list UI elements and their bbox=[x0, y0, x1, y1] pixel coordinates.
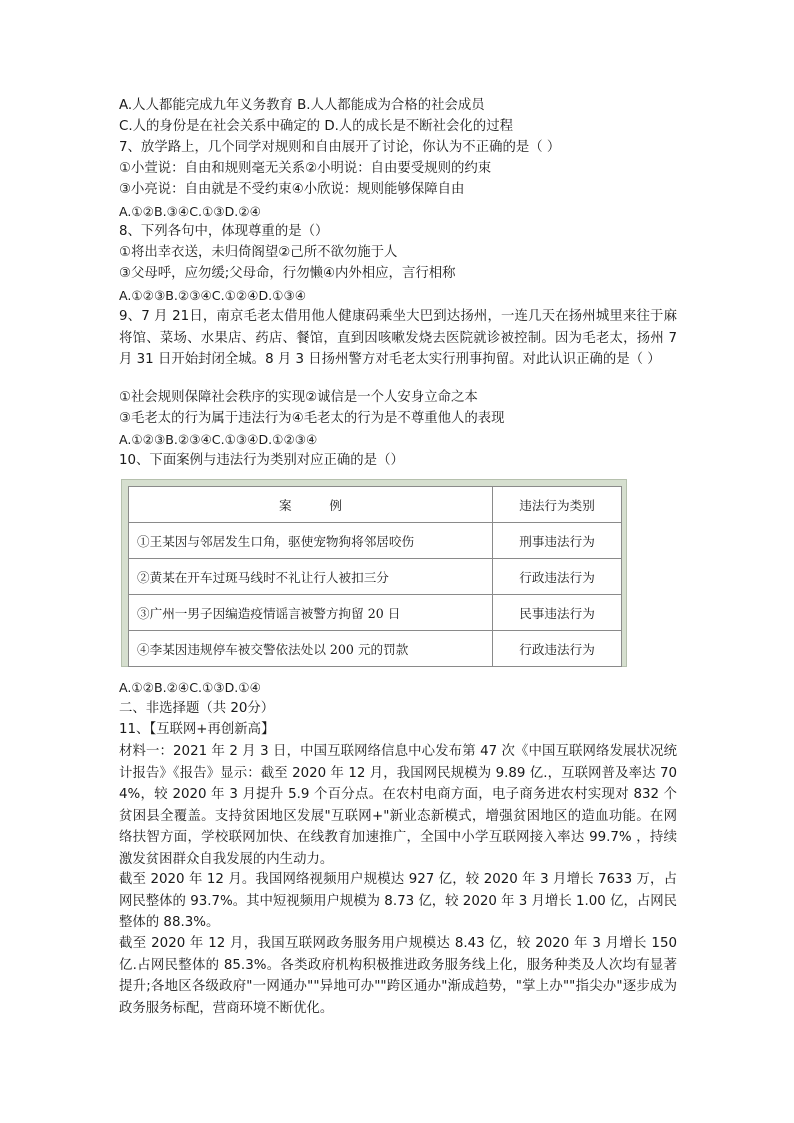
category-cell: 行政违法行为 bbox=[493, 559, 622, 595]
question-11: 11、【互联网+再创新高】 bbox=[119, 722, 275, 737]
question-9: 9、7 月 21日，南京毛老太借用他人健康码乘坐大巴到达扬州，一连几天在扬州城里来往于麻将馆、菜场、水果店、药店、餐馆，直到因咳嗽发烧去医院就诊被控制。因为毛老太，扬州 7 月 31 日开始封闭全城。8 月 3 日扬州警方对毛老太实行刑事拘留。对此认识正确的是（ ） bbox=[119, 309, 677, 367]
header-case: 案 例 bbox=[129, 487, 493, 523]
question-7: 7、放学路上，几个同学对规则和自由展开了讨论，你认为不正确的是（ ） bbox=[119, 140, 561, 155]
question-10: 10、下面案例与违法行为类别对应正确的是（） bbox=[119, 453, 404, 468]
section-2-heading: 二、非选择题（共 20分） bbox=[119, 701, 275, 716]
table-row bbox=[129, 523, 622, 559]
q6-option-ab: A.人人都能完成九年义务教育 B.人人都能成为合格的社会成员 bbox=[119, 98, 485, 113]
q10-options: A.①②B.②④C.①③D.①④ bbox=[119, 680, 261, 695]
material-paragraph-1: 材料一：2021 年 2 月 3 日，中国互联网络信息中心发布第 47 次《中国互联网络发展状况统计报告》《报告》显示：截至 2020 年 12 月，我国网民规模为 9.89 亿.，互联网普及率达 704%，较 2020 年 3 月提升 5.9 个百分点。在农村电商方面，电子商务进农村实现对 832 个贫困县全覆盖。支持贫困地区发展"互联网+"新业态新模式，增强贫困地区的造血功能。在网络扶智方面，学校联网加快、在线教育加速推广，全国中小学互联网接入率达 99.7% ，持续激发贫困群众自我发展的内生动力。 bbox=[119, 744, 677, 867]
q8-options: A.①②③B.②③④C.①②④D.①③④ bbox=[119, 288, 307, 303]
category-cell: 行政违法行为 bbox=[493, 631, 622, 667]
case-cell: ①王某因与邻居发生口角，驱使宠物狗将邻居咬伤 bbox=[129, 523, 493, 559]
material-paragraph-2: 截至 2020 年 12 月。我国网络视频用户规模达 927 亿，较 2020 年 3 月增长 7633 万，占网民整体的 93.7%。其中短视频用户规模为 8.73 亿，较 2020 年 3 月增长 1.00 亿，占网民整体的 88.3%。 bbox=[119, 872, 678, 930]
q9-statements-2: ③毛老太的行为属于违法行为④毛老太的行为是不尊重他人的表现 bbox=[119, 411, 505, 426]
table-header-row bbox=[129, 487, 622, 523]
header-category: 违法行为类别 bbox=[493, 487, 622, 523]
category-cell: 刑事违法行为 bbox=[493, 523, 622, 559]
q9-statements-1: ①社会规则保障社会秩序的实现②诚信是一个人安身立命之本 bbox=[119, 390, 478, 405]
q9-options: A.①②③B.②③④C.①③④D.①②③④ bbox=[119, 432, 318, 447]
q8-statements-1: ①将出幸衣送，未归倚阁望②己所不欲勿施于人 bbox=[119, 245, 398, 260]
material-paragraph-3: 截至 2020 年 12 月，我国互联网政务服务用户规模达 8.43 亿，较 2020 年 3 月增长 150 亿.占网民整体的 85.3%。各类政府机构积极推进政务服务线上化，服务种类及人次均有显著提升;各地区各级政府"一网通办""异地可办""跨区通办"渐成趋势，"掌上办""指尖办"逐步成为政务服务标配，营商环境不断优化。 bbox=[119, 936, 677, 1016]
q7-statements-1: ①小萱说：自由和规则毫无关系②小明说：自由要受规则的约束 bbox=[119, 161, 492, 176]
q8-statements-2: ③父母呼，应勿缓;父母命，行勿懒④内外相应，言行相称 bbox=[119, 266, 456, 281]
table-row bbox=[129, 631, 622, 667]
case-cell: ②黄某在开车过斑马线时不礼让行人被扣三分 bbox=[129, 559, 493, 595]
table-row bbox=[129, 595, 622, 631]
case-table bbox=[128, 486, 622, 667]
table-row bbox=[129, 559, 622, 595]
case-cell: ④李某因违规停车被交警依法处以 200 元的罚款 bbox=[129, 631, 493, 667]
case-table-frame bbox=[121, 479, 627, 667]
q7-statements-2: ③小亮说：自由就是不受约束④小欣说：规则能够保障自由 bbox=[119, 182, 465, 197]
q6-option-cd: C.人的身份是在社会关系中确定的 D.人的成长是不断社会化的过程 bbox=[119, 119, 513, 134]
question-8: 8、下列各句中，体现尊重的是（） bbox=[119, 224, 329, 239]
case-cell: ③广州一男子因编造疫情谣言被警方拘留 20 日 bbox=[129, 595, 493, 631]
category-cell: 民事违法行为 bbox=[493, 595, 622, 631]
q7-options: A.①②B.③④C.①③D.②④ bbox=[119, 204, 261, 219]
